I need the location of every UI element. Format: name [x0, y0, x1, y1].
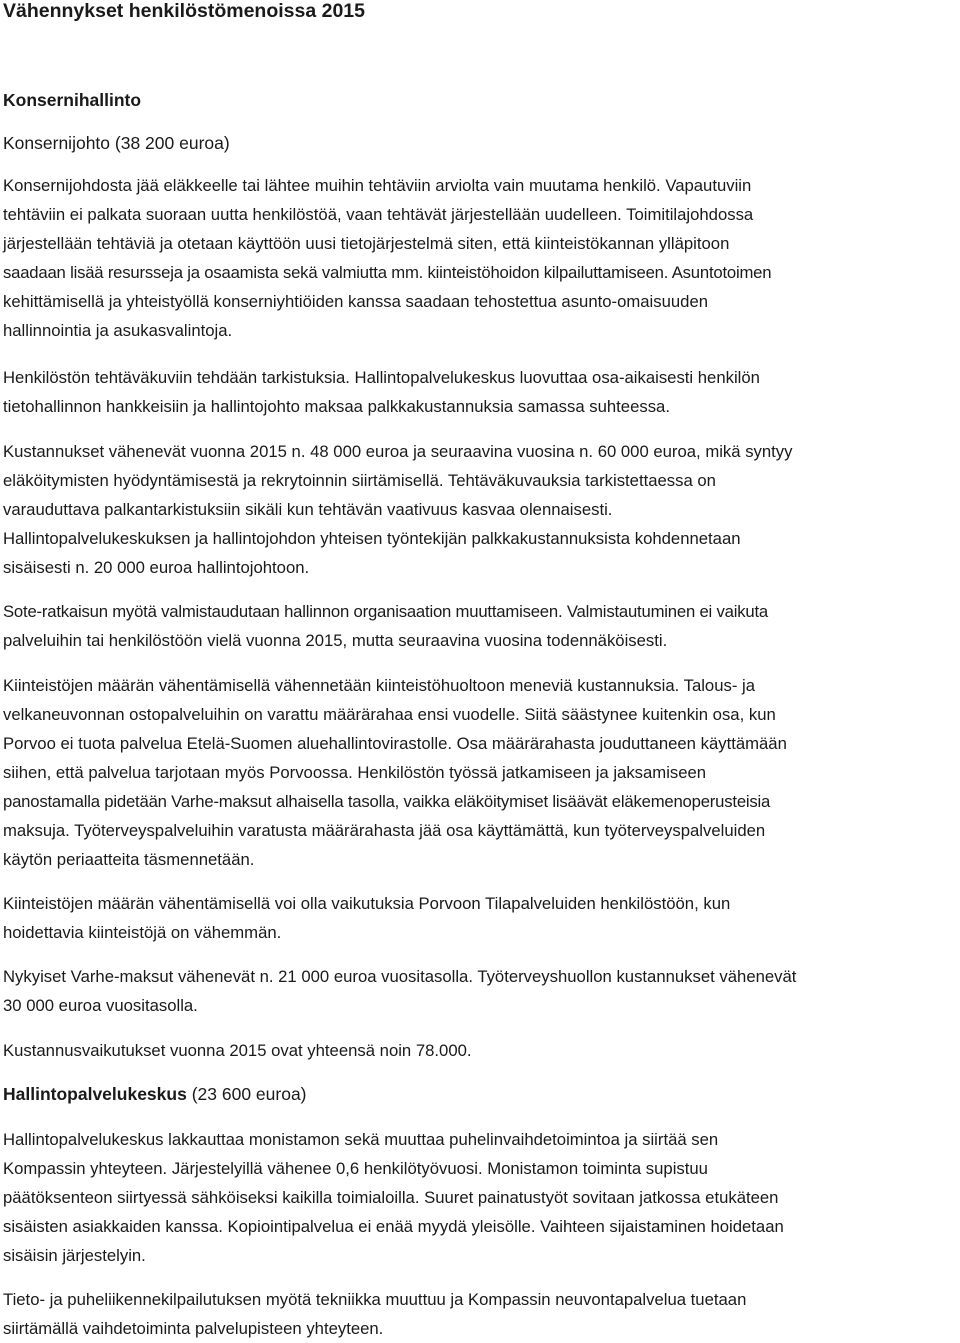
paragraph-line: Nykyiset Varhe-maksut vähenevät n. 21 000 euroa vuositasolla. Työterveyshuollon kustannukset vähenevät: [3, 967, 797, 986]
paragraph: [3, 363, 958, 421]
paragraph-line: hoidettavia kiinteistöjä on vähemmän.: [3, 923, 282, 942]
paragraph-line: päätöksenteon siirtyessä sähköiseksi kaikilla toimialoilla. Suuret painatustyöt sovitaan jatkossa etukäteen: [3, 1188, 779, 1207]
subsection-heading-konsernijohto: [3, 130, 230, 156]
subsection-name: Hallintopalvelukeskus: [3, 1084, 187, 1104]
paragraph-line: palveluihin tai henkilöstöön vielä vuonna 2015, mutta seuraavina vuosina todennäköisesti.: [3, 631, 668, 650]
paragraph-line: Hallintopalvelukeskuksen ja hallintojohdon yhteisen työntekijän palkkakustannuksista kohdennetaan: [3, 529, 741, 548]
paragraph-line: 30 000 euroa vuositasolla.: [3, 996, 198, 1015]
paragraph-line: käytön periaatteita täsmennetään.: [3, 850, 255, 869]
paragraph-line: Tieto- ja puheliikennekilpailutuksen myötä tekniikka muuttuu ja Kompassin neuvontapalvelua tuetaan: [3, 1290, 747, 1309]
subsection-amount: (23 600 euroa): [191, 1084, 307, 1104]
paragraph-line: Sote-ratkaisun myötä valmistaudutaan hallinnon organisaation muuttamiseen. Valmistautuminen ei vaikuta: [3, 602, 768, 621]
paragraph-line: hallinnointia ja asukasvalintoja.: [3, 321, 233, 340]
paragraph-line: Hallintopalvelukeskus lakkauttaa monistamon sekä muuttaa puhelinvaihdetoimintoa ja siirtää sen: [3, 1130, 719, 1149]
paragraph-line: Kustannukset vähenevät vuonna 2015 n. 48 000 euroa ja seuraavina vuosina n. 60 000 euroa, mikä syntyy: [3, 442, 793, 461]
paragraph-line: Kiinteistöjen määrän vähentämisellä voi olla vaikutuksia Porvoon Tilapalveluiden henkilöstöön, kun: [3, 894, 731, 913]
paragraph: [3, 1036, 958, 1065]
paragraph-line: maksuja. Työterveyspalveluihin varatusta määrärahasta jää osa käyttämättä, kun työterveyspalveluiden: [3, 821, 766, 840]
page-title: Vähennykset henkilöstömenoissa 2015: [3, 0, 365, 22]
section-heading: Konsernihallinto: [3, 90, 142, 110]
paragraph-line: kehittämisellä ja yhteistyöllä konserniyhtiöiden kanssa saadaan tehostettua asunto-omaisuuden: [3, 292, 709, 311]
paragraph-line: Konsernijohdosta jää eläkkeelle tai lähtee muihin tehtäviin arviolta vain muutama henkilö. Vapautuviin: [3, 176, 752, 195]
paragraph-line: sisäisten asiakkaiden kanssa. Kopiointipalvelua ei enää myydä yleisölle. Vaihteen sijaistaminen hoidetaan: [3, 1217, 784, 1236]
paragraph-line: Porvoo ei tuota palvelua Etelä-Suomen aluehallintovirastolle. Osa määrärahasta jouduttaneen käyttämään: [3, 734, 787, 753]
paragraph: [3, 889, 958, 947]
paragraph-line: tehtäviin ei palkata suoraan uutta henkilöstöä, vaan tehtävät järjestellään uudelleen. Toimitilajohdossa: [3, 205, 754, 224]
paragraph: [3, 962, 958, 1020]
subsection-name: Konsernijohto: [3, 133, 111, 153]
paragraph: [3, 437, 958, 582]
subsection-amount: (38 200 euroa): [114, 133, 230, 153]
paragraph: [3, 171, 958, 345]
paragraph-line: Kustannusvaikutukset vuonna 2015 ovat yhteensä noin 78.000.: [3, 1041, 472, 1060]
paragraph-line: varauduttava palkantarkistuksiin sikäli kun tehtävän vaativuus kasvaa olennaisesti.: [3, 500, 613, 519]
subsection-heading-hallintopalvelukeskus: [3, 1081, 307, 1107]
paragraph-line: Kiinteistöjen määrän vähentämisellä vähennetään kiinteistöhuoltoon meneviä kustannuksia. Talous- ja: [3, 676, 756, 695]
paragraph-line: siirtämällä vaihdetoiminta palvelupisteen yhteyteen.: [3, 1319, 384, 1338]
paragraph-line: panostamalla pidetään Varhe-maksut alhaisella tasolla, vaikka eläköitymiset lisäävät eläkemenoperusteisia: [3, 792, 771, 811]
paragraph-line: saadaan lisää resursseja ja osaamista sekä valmiutta mm. kiinteistöhoidon kilpailuttamiseen. Asuntotoimen: [3, 263, 772, 282]
paragraph: [3, 597, 958, 655]
paragraph: [3, 1285, 958, 1343]
paragraph-line: järjestellään tehtäviä ja otetaan käyttöön uusi tietojärjestelmä siten, että kiinteistökannan ylläpitoon: [3, 234, 730, 253]
paragraph: [3, 671, 958, 874]
paragraph-line: Henkilöstön tehtäväkuviin tehdään tarkistuksia. Hallintopalvelukeskus luovuttaa osa-aikaisesti henkilön: [3, 368, 760, 387]
paragraph-line: Kompassin yhteyteen. Järjestelyillä vähenee 0,6 henkilötyövuosi. Monistamon toiminta supistuu: [3, 1159, 708, 1178]
paragraph-line: eläköitymisten hyödyntämisestä ja rekrytoinnin siirtämisellä. Tehtäväkuvauksia tarkistettaessa on: [3, 471, 716, 490]
paragraph: [3, 1125, 958, 1270]
paragraph-line: tietohallinnon hankkeisiin ja hallintojohto maksaa palkkakustannuksia samassa suhteessa.: [3, 397, 670, 416]
paragraph-line: velkaneuvonnan ostopalveluihin on varattu määrärahaa ensi vuodelle. Siitä säästynee kuitenkin osa, kun: [3, 705, 776, 724]
paragraph-line: siihen, että palvelua tarjotaan myös Porvoossa. Henkilöstön työssä jatkamiseen ja jaksamiseen: [3, 763, 707, 782]
paragraph-line: sisäisin järjestelyin.: [3, 1246, 146, 1265]
paragraph-line: sisäisesti n. 20 000 euroa hallintojohtoon.: [3, 558, 310, 577]
